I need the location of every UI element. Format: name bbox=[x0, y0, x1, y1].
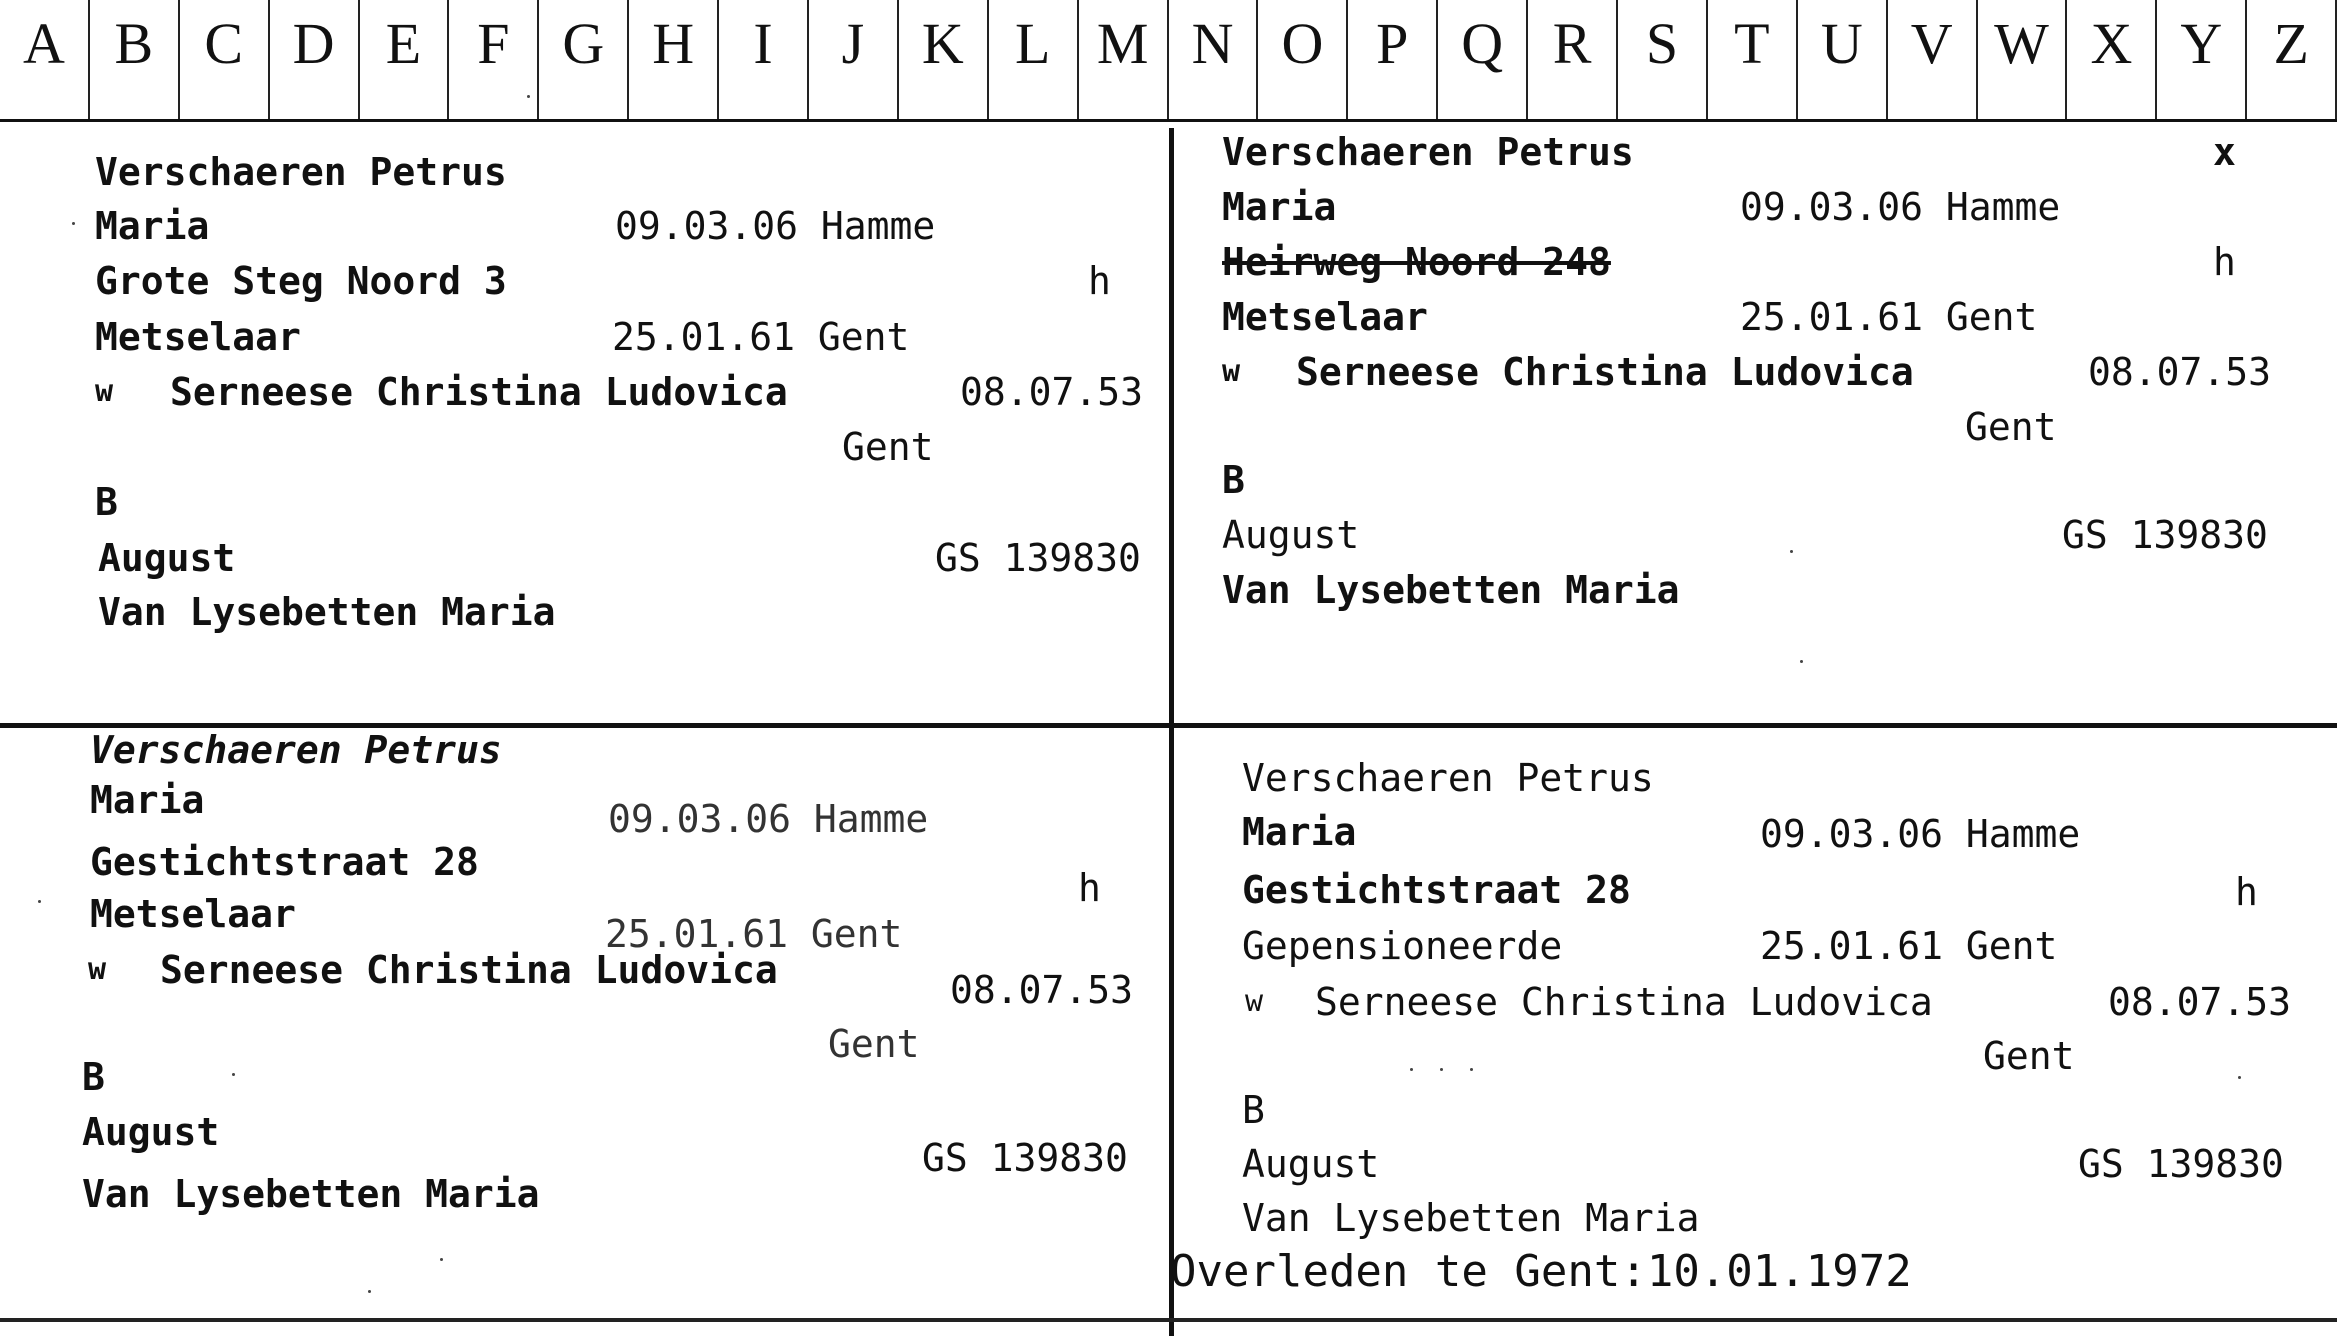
alphabet-letter-s: S bbox=[1618, 0, 1708, 119]
alphabet-letter-a: A bbox=[0, 0, 90, 119]
alphabet-letter-z: Z bbox=[2247, 0, 2337, 119]
card-h-mark: h bbox=[1078, 866, 1101, 910]
card-h-mark: h bbox=[1088, 259, 1111, 303]
card-name: Verschaeren Petrus bbox=[90, 728, 502, 772]
card-father: August bbox=[1222, 513, 1360, 557]
alphabet-letter-d: D bbox=[270, 0, 360, 119]
card-name: Verschaeren Petrus bbox=[1242, 756, 1654, 800]
card-spouse: Serneese Christina Ludovica bbox=[170, 370, 788, 414]
scan-speck bbox=[38, 900, 41, 903]
card-given-name: Maria bbox=[95, 204, 210, 248]
alphabet-letter-b: B bbox=[90, 0, 180, 119]
card-spouse-place: Gent bbox=[1965, 405, 2057, 449]
alphabet-letter-r: R bbox=[1528, 0, 1618, 119]
card-h-mark: h bbox=[2235, 870, 2258, 914]
card-ref: GS 139830 bbox=[935, 536, 1141, 580]
card-spouse-date: 08.07.53 bbox=[950, 968, 1134, 1012]
card-x-mark: x bbox=[2213, 130, 2236, 174]
alphabet-letter-n: N bbox=[1169, 0, 1259, 119]
card-address: Gestichtstraat 28 bbox=[90, 840, 479, 884]
card-spouse-marker: w bbox=[1222, 354, 1241, 389]
card-address: Grote Steg Noord 3 bbox=[95, 259, 507, 303]
card-occupation: Gepensioneerde bbox=[1242, 924, 1563, 968]
card-marriage: 25.01.61 Gent bbox=[1760, 924, 2058, 968]
scan-speck bbox=[368, 1290, 371, 1293]
card-address: Gestichtstraat 28 bbox=[1242, 868, 1631, 912]
card-h-mark: h bbox=[2213, 240, 2236, 284]
alphabet-letter-i: I bbox=[719, 0, 809, 119]
card-ref: GS 139830 bbox=[2078, 1142, 2284, 1186]
scan-speck bbox=[1790, 550, 1793, 553]
scan-speck bbox=[1410, 1068, 1413, 1071]
card-b-mark: B bbox=[1242, 1088, 1265, 1132]
alphabet-letter-c: C bbox=[180, 0, 270, 119]
card-address-struck: Heirweg Noord 248 bbox=[1222, 240, 1611, 284]
alphabet-letter-g: G bbox=[539, 0, 629, 119]
card-spouse-date: 08.07.53 bbox=[960, 370, 1144, 414]
card-occupation: Metselaar bbox=[95, 315, 301, 359]
alphabet-letter-o: O bbox=[1258, 0, 1348, 119]
alphabet-letter-j: J bbox=[809, 0, 899, 119]
alphabet-letter-x: X bbox=[2067, 0, 2157, 119]
card-father: August bbox=[82, 1110, 220, 1154]
card-marriage: 25.01.61 Gent bbox=[605, 912, 903, 956]
card-marriage: 25.01.61 Gent bbox=[1740, 295, 2038, 339]
alphabet-index-bar bbox=[0, 0, 2337, 122]
alphabet-letter-y: Y bbox=[2157, 0, 2247, 119]
card-b-mark: B bbox=[1222, 458, 1245, 502]
alphabet-letter-v: V bbox=[1888, 0, 1978, 119]
card-spouse-marker: w bbox=[1245, 984, 1264, 1019]
card-ref: GS 139830 bbox=[922, 1136, 1128, 1180]
card-spouse-date: 08.07.53 bbox=[2108, 980, 2292, 1024]
scan-speck bbox=[440, 1258, 443, 1261]
alphabet-letter-p: P bbox=[1348, 0, 1438, 119]
card-given-name: Maria bbox=[90, 778, 205, 822]
card-b-mark: B bbox=[82, 1055, 105, 1099]
card-name: Verschaeren Petrus bbox=[95, 150, 507, 194]
scan-speck bbox=[527, 95, 530, 98]
card-given-name: Maria bbox=[1222, 185, 1337, 229]
alphabet-letter-q: Q bbox=[1438, 0, 1528, 119]
scan-speck bbox=[232, 1073, 235, 1076]
alphabet-letter-k: K bbox=[899, 0, 989, 119]
card-death-note: Overleden te Gent:10.01.1972 bbox=[1170, 1246, 1912, 1297]
alphabet-letter-e: E bbox=[360, 0, 450, 119]
card-father: August bbox=[1242, 1142, 1380, 1186]
card-ref: GS 139830 bbox=[2062, 513, 2268, 557]
card-mother: Van Lysebetten Maria bbox=[82, 1172, 540, 1216]
scan-speck bbox=[1800, 660, 1803, 663]
card-birth: 09.03.06 Hamme bbox=[1740, 185, 2061, 229]
scan-speck bbox=[72, 222, 75, 225]
alphabet-letter-w: W bbox=[1978, 0, 2068, 119]
scan-speck bbox=[1470, 1068, 1473, 1071]
alphabet-letter-m: M bbox=[1079, 0, 1169, 119]
card-occupation: Metselaar bbox=[90, 892, 296, 936]
card-occupation: Metselaar bbox=[1222, 295, 1428, 339]
card-spouse-marker: w bbox=[88, 952, 107, 987]
card-divider-vertical bbox=[1169, 128, 1174, 1336]
alphabet-letter-l: L bbox=[989, 0, 1079, 119]
card-spouse-place: Gent bbox=[842, 425, 934, 469]
alphabet-letter-f: F bbox=[449, 0, 539, 119]
alphabet-letter-h: H bbox=[629, 0, 719, 119]
card-spouse-place: Gent bbox=[828, 1022, 920, 1066]
card-birth: 09.03.06 Hamme bbox=[608, 797, 929, 841]
card-name: Verschaeren Petrus bbox=[1222, 130, 1634, 174]
card-mother: Van Lysebetten Maria bbox=[98, 590, 556, 634]
card-marriage: 25.01.61 Gent bbox=[612, 315, 910, 359]
card-birth: 09.03.06 Hamme bbox=[615, 204, 936, 248]
card-spouse: Serneese Christina Ludovica bbox=[1296, 350, 1914, 394]
card-spouse: Serneese Christina Ludovica bbox=[1315, 980, 1933, 1024]
card-spouse: Serneese Christina Ludovica bbox=[160, 948, 778, 992]
card-birth: 09.03.06 Hamme bbox=[1760, 812, 2081, 856]
card-divider-bottom bbox=[0, 1318, 2337, 1322]
card-mother: Van Lysebetten Maria bbox=[1242, 1196, 1700, 1240]
scan-speck bbox=[2238, 1076, 2241, 1079]
card-b-mark: B bbox=[95, 480, 118, 524]
alphabet-letter-u: U bbox=[1798, 0, 1888, 119]
card-spouse-date: 08.07.53 bbox=[2088, 350, 2272, 394]
card-given-name: Maria bbox=[1242, 810, 1357, 854]
card-spouse-place: Gent bbox=[1983, 1034, 2075, 1078]
alphabet-letter-t: T bbox=[1708, 0, 1798, 119]
card-mother: Van Lysebetten Maria bbox=[1222, 568, 1680, 612]
card-father: August bbox=[98, 536, 236, 580]
card-spouse-marker: w bbox=[95, 374, 114, 409]
scan-speck bbox=[1440, 1068, 1443, 1071]
